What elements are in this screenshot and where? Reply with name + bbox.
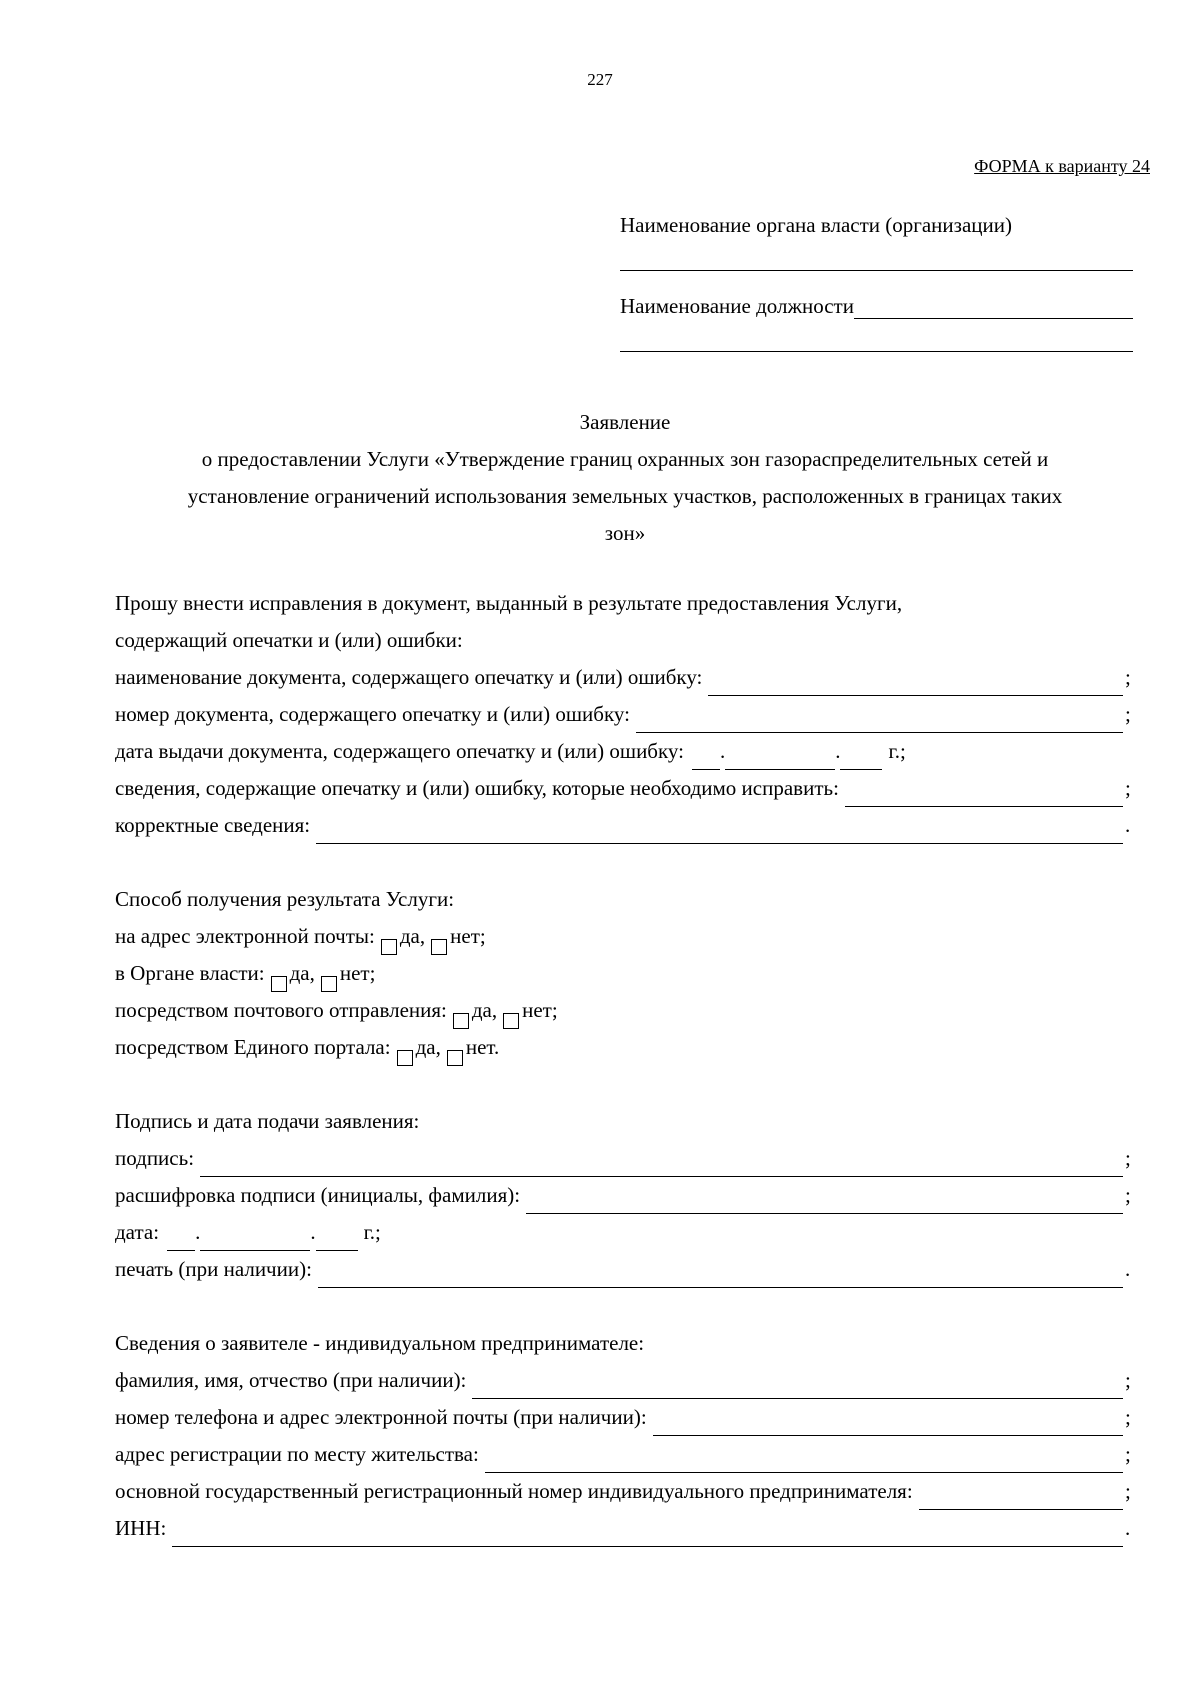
correction-intro-2: содержащий опечатки и (или) ошибки: xyxy=(115,628,463,652)
delivery-post-row xyxy=(115,992,1135,1029)
decode-input-line[interactable] xyxy=(526,1187,1123,1214)
inn-input-line[interactable] xyxy=(172,1520,1123,1547)
delivery-section xyxy=(115,881,1135,1066)
no-label: нет; xyxy=(522,998,558,1022)
signature-section xyxy=(115,1103,1135,1288)
errors-info-label: сведения, содержащие опечатку и (или) ошибку, которые необходимо исправить: xyxy=(115,776,839,800)
address-row xyxy=(115,1436,1135,1473)
fio-row xyxy=(115,1362,1135,1399)
punct-semicolon: ; xyxy=(1125,702,1131,726)
sign-day-input-line[interactable] xyxy=(167,1224,195,1251)
title-block xyxy=(110,404,1140,552)
errors-info-row xyxy=(115,770,1135,807)
punct-period: . xyxy=(1125,1516,1131,1540)
document-heading: Заявление xyxy=(579,410,671,434)
fio-input-line[interactable] xyxy=(472,1372,1123,1399)
punct-semicolon: ; xyxy=(1125,1183,1131,1207)
sign-month-input-line[interactable] xyxy=(200,1224,310,1251)
issue-month-input-line[interactable] xyxy=(725,743,835,770)
position-input-line-2[interactable] xyxy=(620,325,1133,352)
email-yes-checkbox[interactable] xyxy=(381,939,397,955)
sign-date-label: дата: xyxy=(115,1220,160,1244)
issue-date-label: дата выдачи документа, содержащего опечатку и (или) ошибку: xyxy=(115,739,684,763)
doc-name-label: наименование документа, содержащего опечатку и (или) ошибку: xyxy=(115,665,703,689)
sign-label: подпись: xyxy=(115,1146,195,1170)
delivery-portal-label: посредством Единого портала: xyxy=(115,1035,391,1059)
dot-separator: . xyxy=(835,739,841,763)
sign-input-line[interactable] xyxy=(200,1150,1123,1177)
doc-number-row xyxy=(115,696,1135,733)
position-row xyxy=(620,293,1133,319)
punct-semicolon: ; xyxy=(1125,776,1131,800)
contacts-row xyxy=(115,1399,1135,1436)
addressee-block xyxy=(620,212,1133,374)
title-line-1: о предоставлении Услуги «Утверждение границ охранных зон газораспределительных сетей и xyxy=(201,447,1049,471)
decode-row xyxy=(115,1177,1135,1214)
inn-label: ИНН: xyxy=(115,1516,167,1540)
sign-date-row xyxy=(115,1214,1135,1251)
email-no-checkbox[interactable] xyxy=(431,939,447,955)
stamp-label: печать (при наличии): xyxy=(115,1257,312,1281)
title-line-3: зон» xyxy=(604,521,646,545)
dot-separator: . xyxy=(310,1220,316,1244)
authority-input-line[interactable] xyxy=(620,244,1133,271)
portal-yes-checkbox[interactable] xyxy=(397,1050,413,1066)
delivery-email-row xyxy=(115,918,1135,955)
decode-label: расшифровка подписи (инициалы, фамилия): xyxy=(115,1183,521,1207)
dot-separator: . xyxy=(195,1220,201,1244)
delivery-authority-label: в Органе власти: xyxy=(115,961,265,985)
contacts-input-line[interactable] xyxy=(653,1409,1123,1436)
punct-semicolon: ; xyxy=(1125,665,1131,689)
applicant-heading: Сведения о заявителе - индивидуальном предпринимателе: xyxy=(115,1331,645,1355)
delivery-post-label: посредством почтового отправления: xyxy=(115,998,447,1022)
dot-separator: . xyxy=(719,739,726,763)
address-label: адрес регистрации по месту жительства: xyxy=(115,1442,479,1466)
correction-intro-1: Прошу внести исправления в документ, выданный в результате предоставления Услуги, xyxy=(115,591,903,615)
fio-label: фамилия, имя, отчество (при наличии): xyxy=(115,1368,467,1392)
no-label: нет; xyxy=(450,924,486,948)
no-label: нет. xyxy=(465,1035,500,1059)
yes-label: да, xyxy=(289,961,315,985)
yes-label: да, xyxy=(471,998,498,1022)
authority-yes-checkbox[interactable] xyxy=(271,976,287,992)
delivery-heading: Способ получения результата Услуги: xyxy=(115,887,455,911)
form-label: ФОРМА к варианту 24 xyxy=(974,156,1150,176)
correct-info-input-line[interactable] xyxy=(316,817,1123,844)
contacts-label: номер телефона и адрес электронной почты (при наличии): xyxy=(115,1405,647,1429)
post-yes-checkbox[interactable] xyxy=(453,1013,469,1029)
stamp-input-line[interactable] xyxy=(318,1261,1123,1288)
page-number: 227 xyxy=(587,70,613,89)
punct-semicolon: ; xyxy=(1125,1442,1131,1466)
portal-no-checkbox[interactable] xyxy=(447,1050,463,1066)
yes-label: да, xyxy=(415,1035,441,1059)
punct-period: . xyxy=(1125,1257,1131,1281)
doc-number-input-line[interactable] xyxy=(636,706,1123,733)
punct-period: . xyxy=(1125,813,1131,837)
doc-name-row xyxy=(115,659,1135,696)
sign-row xyxy=(115,1140,1135,1177)
delivery-portal-row xyxy=(115,1029,1135,1066)
yes-label: да, xyxy=(399,924,426,948)
ogrnip-input-line[interactable] xyxy=(919,1483,1123,1510)
authority-no-checkbox[interactable] xyxy=(321,976,337,992)
post-no-checkbox[interactable] xyxy=(503,1013,519,1029)
punct-semicolon: ; xyxy=(1125,1405,1131,1429)
punct-semicolon: ; xyxy=(1125,1479,1131,1503)
inn-row xyxy=(115,1510,1135,1547)
correct-info-row xyxy=(115,807,1135,844)
ogrnip-row xyxy=(115,1473,1135,1510)
issue-year-input-line[interactable] xyxy=(840,743,882,770)
stamp-row xyxy=(115,1251,1135,1288)
issue-date-row xyxy=(115,733,1135,770)
issue-day-input-line[interactable] xyxy=(692,743,720,770)
title-line-2: установление ограничений использования земельных участков, расположенных в границах таких xyxy=(187,484,1063,508)
address-input-line[interactable] xyxy=(485,1446,1123,1473)
correction-section xyxy=(115,585,1135,844)
correct-info-label: корректные сведения: xyxy=(115,813,311,837)
ogrnip-label: основной государственный регистрационный номер индивидуального предпринимателя: xyxy=(115,1479,913,1503)
doc-name-input-line[interactable] xyxy=(708,669,1123,696)
doc-number-label: номер документа, содержащего опечатку и (или) ошибку: xyxy=(115,702,630,726)
no-label: нет; xyxy=(339,961,376,985)
sign-date-suffix: г.; xyxy=(363,1220,381,1244)
applicant-section xyxy=(115,1325,1135,1547)
errors-info-input-line[interactable] xyxy=(845,780,1123,807)
punct-semicolon: ; xyxy=(1125,1368,1131,1392)
delivery-email-label: на адрес электронной почты: xyxy=(115,924,375,948)
issue-date-suffix: г.; xyxy=(888,739,906,763)
signature-heading: Подпись и дата подачи заявления: xyxy=(115,1109,420,1133)
position-label: Наименование должности xyxy=(620,294,854,318)
position-input-line[interactable] xyxy=(854,298,1133,319)
sign-year-input-line[interactable] xyxy=(316,1224,358,1251)
punct-semicolon: ; xyxy=(1125,1146,1131,1170)
form-body xyxy=(115,585,1135,1547)
authority-label: Наименование органа власти (организации) xyxy=(620,213,1012,237)
delivery-authority-row xyxy=(115,955,1135,992)
